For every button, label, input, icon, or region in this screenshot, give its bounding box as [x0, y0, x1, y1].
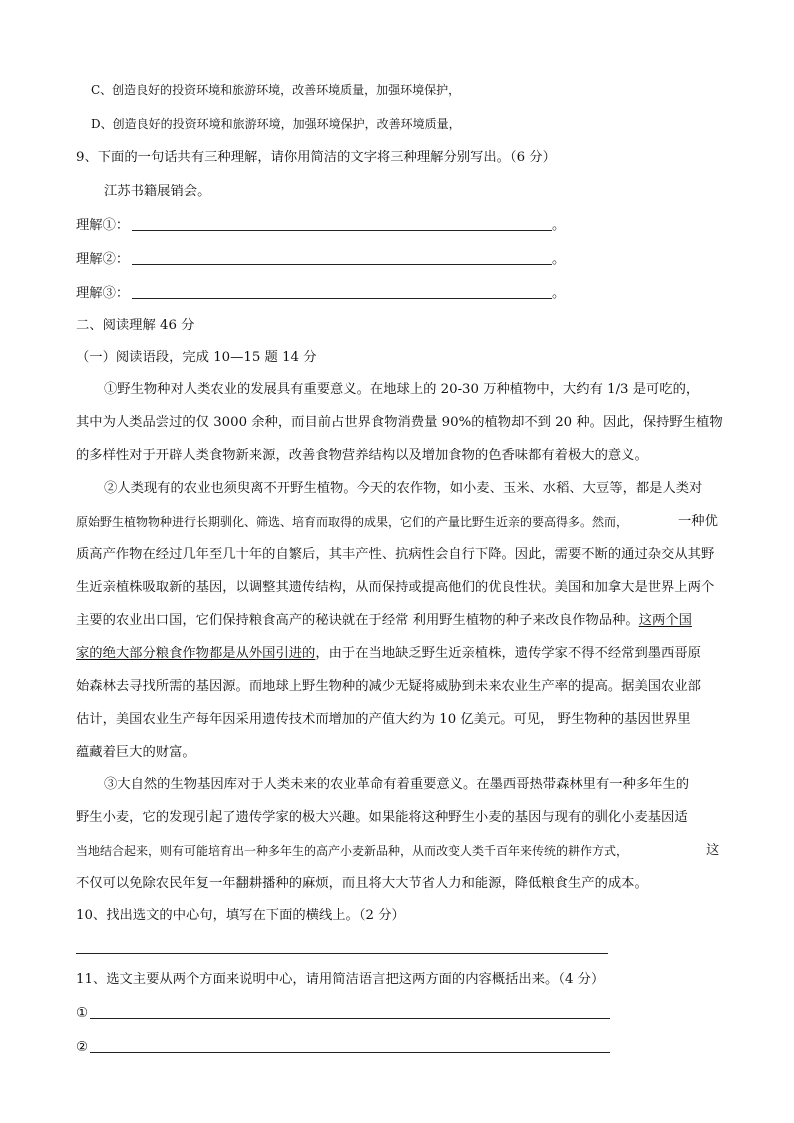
paragraph-3-line-2: 野生小麦，它的发现引起了遗传学家的极大兴趣。如果能将这种野生小麦的基因与现有的驯化小麦基因适: [76, 810, 688, 825]
question-10-prompt: 10、找出选文的中心句，填写在下面的横线上。（2 分）: [76, 908, 405, 923]
paragraph-2-line-2: 原始野生植物物种进行长期驯化、筛选、培育而取得的成果，它们的产量比野生近亲的要高得多。然而，: [76, 515, 629, 529]
paragraph-3-line-3-end: 这: [706, 843, 720, 858]
question-11-marker-2: ②: [76, 1040, 88, 1055]
section-2-heading: 二、阅读理解 46 分: [76, 318, 195, 333]
answer-blank-1[interactable]: [132, 230, 552, 231]
question-10-answer-blank[interactable]: [76, 953, 608, 954]
answer-label-3: 理解③：: [76, 286, 130, 301]
paragraph-1-line-3: 的多样性对于开辟人类食物新来源，改善食物营养结构以及增加食物的色香味都有着极大的意义。: [76, 448, 648, 463]
answer-blank-3[interactable]: [132, 298, 552, 299]
underlined-sentence-end: 家的绝大部分粮食作物都是从外国引进的: [76, 646, 316, 661]
paragraph-2-line-4: 生近亲植株吸取新的基因，以调整其遗传结构，从而保持或提高他们的优良性状。美国和加拿大是世界上两个: [76, 580, 715, 595]
answer-end-2: 。: [552, 252, 566, 267]
paragraph-1-line-2: 其中为人类品尝过的仅 3000 余种，而目前占世界食物消费量 90%的植物却不到 20 种。因此，保持野生植物: [76, 415, 723, 430]
paragraph-2-line-6: [76, 644, 701, 664]
paragraph-2-line-8: 估计，美国农业生产每年因采用遗传技术而增加的产值大约为 10 亿美元。可见， 野生物种的基因世界里: [76, 712, 691, 727]
question-11-answer-blank-2[interactable]: [90, 1052, 610, 1053]
answer-label-2: 理解②：: [76, 252, 130, 267]
paragraph-2-line-5: [76, 611, 692, 631]
question-11-answer-blank-1[interactable]: [90, 1018, 610, 1019]
option-d: D、创造良好的投资环境和旅游环境，加强环境保护，改善环境质量，: [91, 117, 461, 131]
paragraph-2-line-6-text: ，由于在当地缺乏野生近亲植株，遗传学家不得不经常到墨西哥原: [315, 646, 701, 661]
paragraph-2-line-9: 蕴藏着巨大的财富。: [76, 745, 196, 760]
question-9-sentence: 江苏书籍展销会。: [104, 184, 211, 199]
question-11-prompt: 11、选文主要从两个方面来说明中心，请用简洁语言把这两方面的内容概括出来。（4 分）: [76, 972, 605, 987]
question-11-marker-1: ①: [76, 1006, 88, 1021]
paragraph-2-line-2-end: 一种优: [678, 514, 718, 529]
answer-label-1: 理解①：: [76, 218, 130, 233]
paragraph-2-line-7: 始森林去寻找所需的基因源。而地球上野生物种的减少无疑将威胁到未来农业生产率的提高。据美国农业部: [76, 679, 701, 694]
paragraph-2-line-1: ②人类现有的农业也须臾离不开野生植物。今天的农作物，如小麦、玉米、水稻、大豆等，都是人类对: [104, 481, 703, 496]
question-9-prompt: 9、下面的一句话共有三种理解，请你用简洁的文字将三种理解分别写出。（6 分）: [76, 150, 556, 165]
answer-end-3: 。: [552, 286, 566, 301]
paragraph-3-line-3: 当地结合起来，则有可能培育出一种多年生的高产小麦新品种，从而改变人类千百年来传统的耕作方式，: [76, 844, 629, 858]
paragraph-3-line-4: 不仅可以免除农民年复一年翻耕播种的麻烦，而且将大大节省人力和能源，降低粮食生产的成本。: [76, 876, 648, 891]
answer-end-1: 。: [552, 218, 566, 233]
paragraph-1-line-1: ①野生物种对人类农业的发展具有重要意义。在地球上的 20-30 万种植物中，大约有 1/3 是可吃的，: [104, 382, 700, 397]
paragraph-2-line-3: 质高产作物在经过几年至几十年的自繁后，其丰产性、抗病性会自行下降。因此，需要不断的通过杂交从其野: [76, 547, 715, 562]
answer-blank-2[interactable]: [132, 264, 552, 265]
paragraph-3-line-1: ③大自然的生物基因库对于人类未来的农业革命有着重要意义。在墨西哥热带森林里有一种多年生的: [104, 777, 690, 792]
underlined-sentence-start: 这两个国: [638, 613, 692, 628]
part-1-heading: （一）阅读语段，完成 10—15 题 14 分: [76, 350, 317, 365]
paragraph-2-line-5-text: 主要的农业出口国，它们保持粮食高产的秘诀就在于经常 利用野生植物的种子来改良作物品种。: [76, 613, 639, 628]
option-c: C、创造良好的投资环境和旅游环境，改善环境质量，加强环境保护，: [91, 83, 461, 97]
